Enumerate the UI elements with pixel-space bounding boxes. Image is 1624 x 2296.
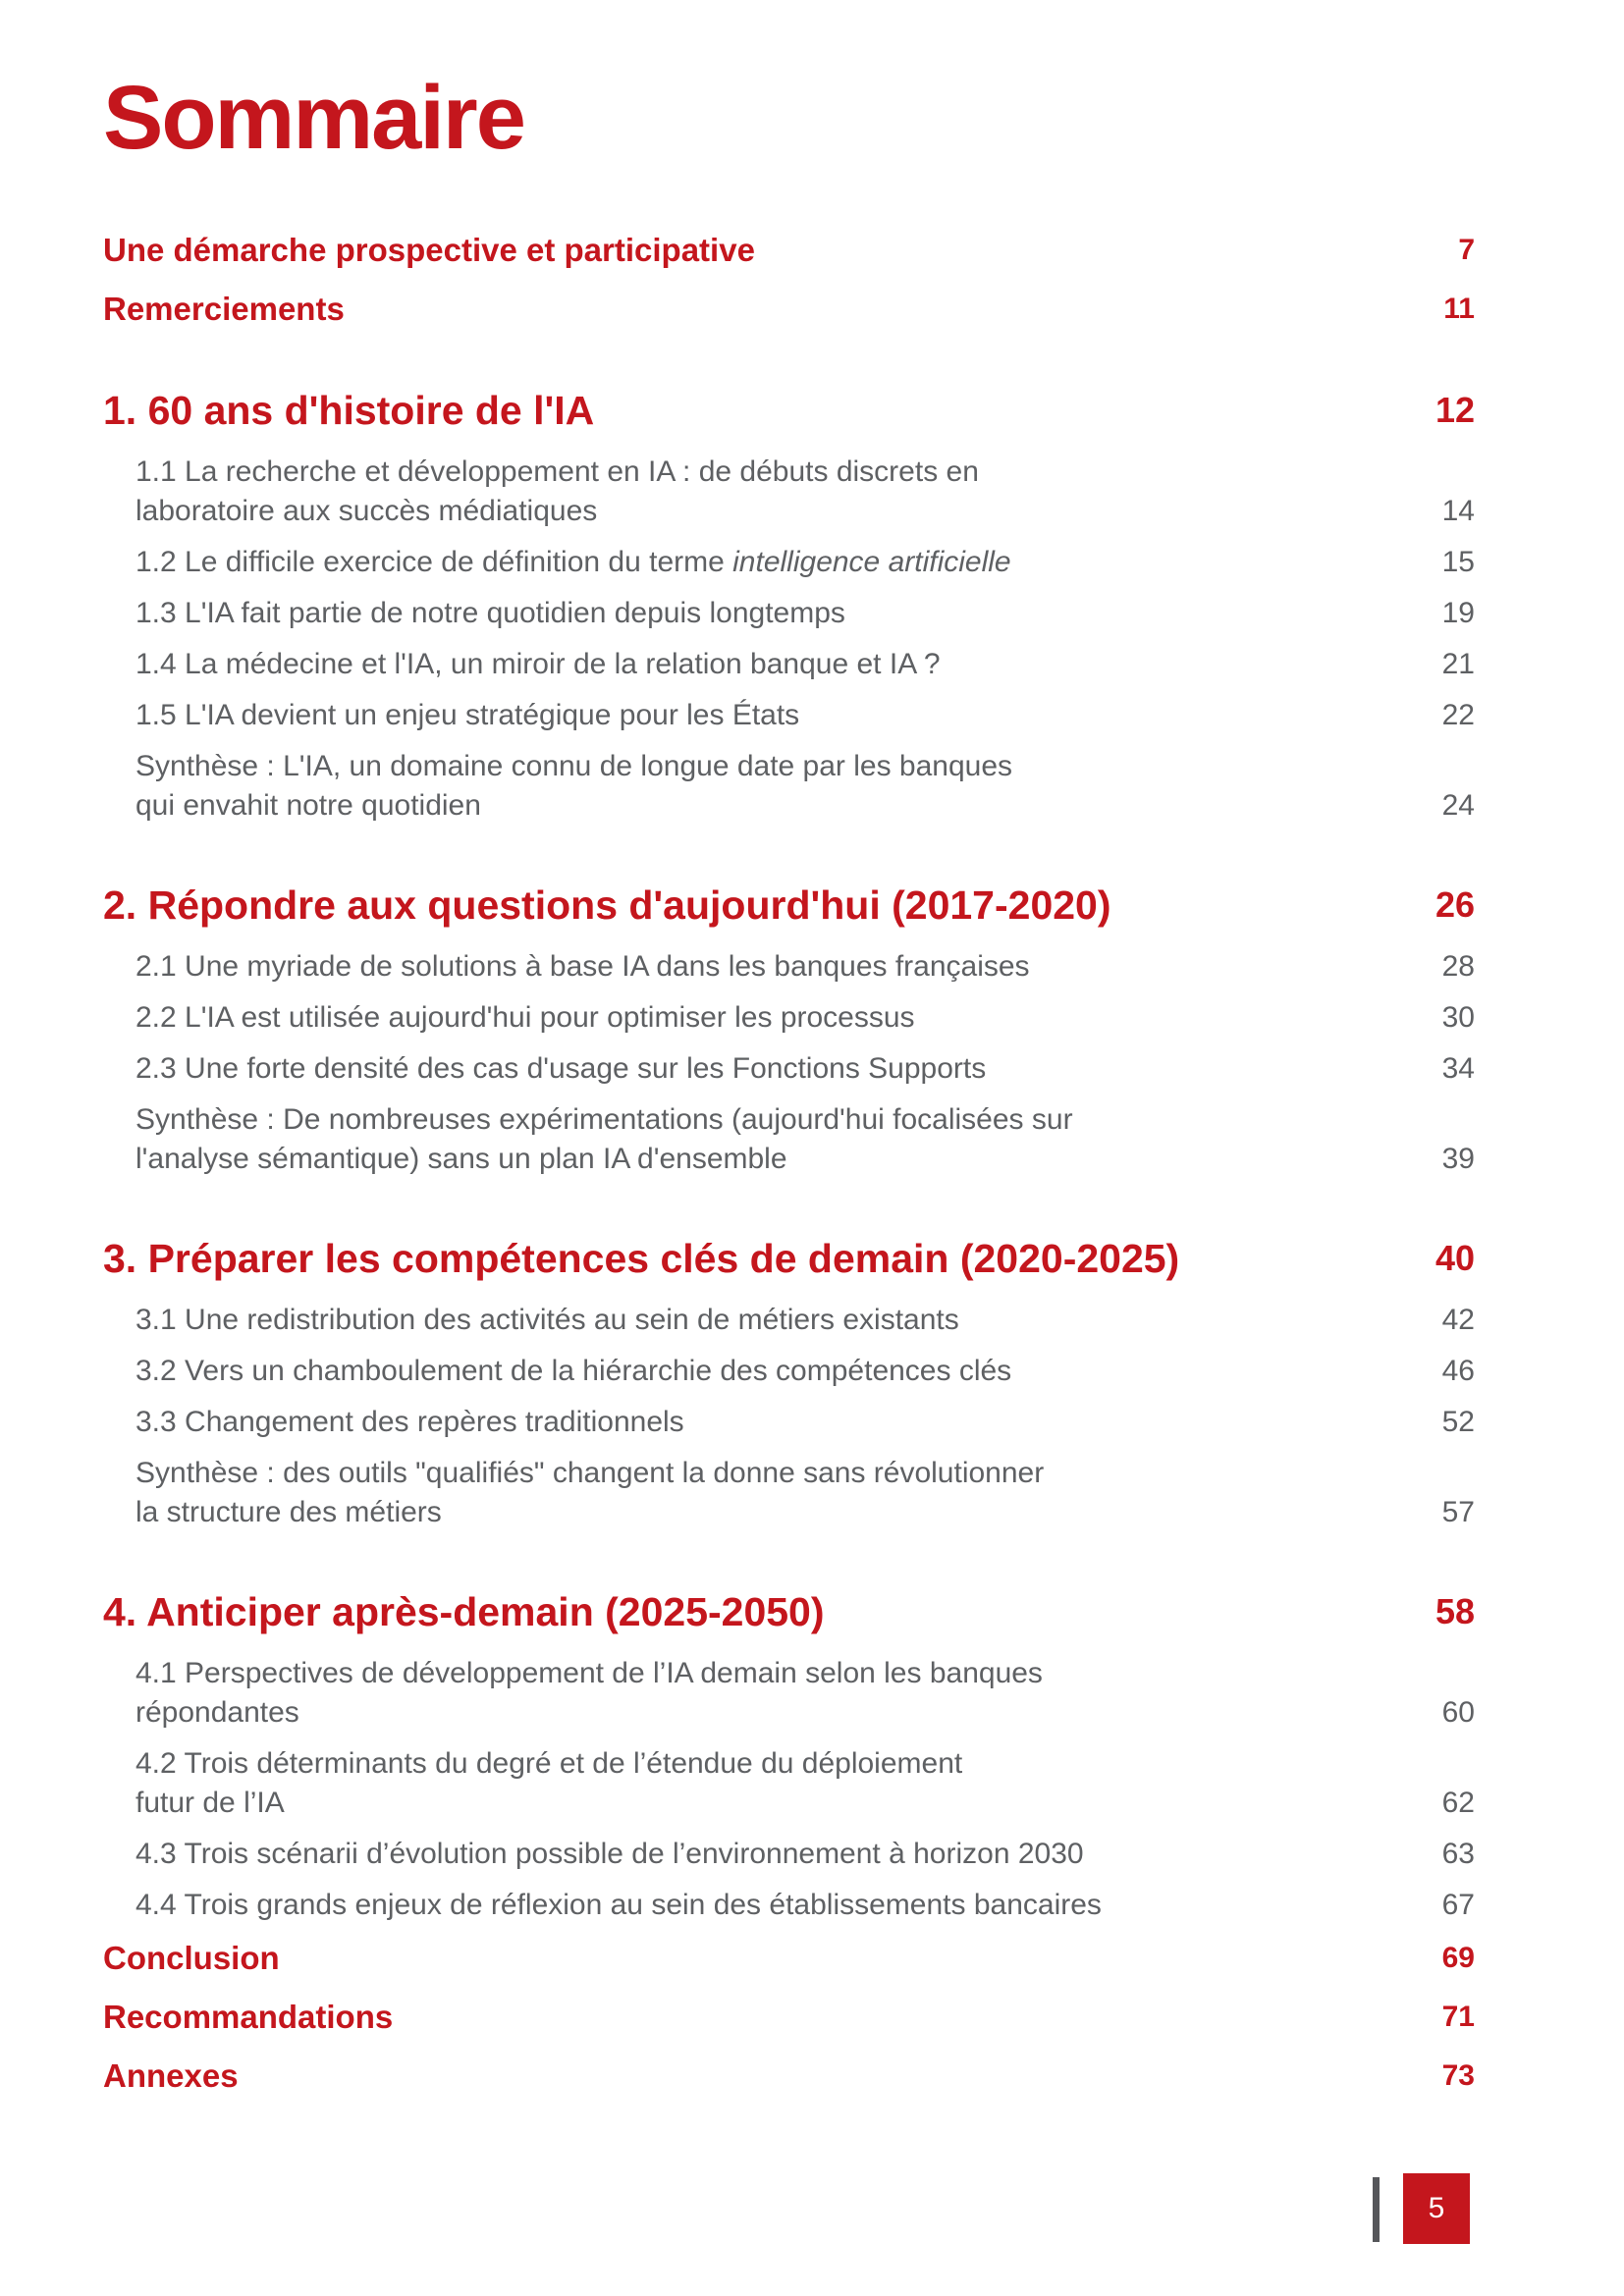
toc-entry-label [103, 1937, 1413, 1980]
toc-entry-line [135, 1835, 1413, 1874]
toc-entry [103, 543, 1475, 582]
toc-entry-label [103, 1886, 1413, 1925]
toc-entry-line [135, 1100, 1413, 1140]
toc-page-number: 14 [1441, 494, 1475, 527]
toc-text-segment: 3.2 Vers un chamboulement de la hiérarchie des compétences clés [135, 1354, 1012, 1387]
toc-page-number: 60 [1441, 1695, 1475, 1729]
toc-text-segment: 1.3 L'IA fait partie de notre quotidien depuis longtemps [135, 596, 845, 629]
toc-entry-line [103, 386, 1406, 435]
toc-page-number: 42 [1441, 1303, 1475, 1336]
toc-entry-label [103, 645, 1413, 684]
toc-entry-line [135, 1784, 1413, 1823]
toc-page-number: 7 [1458, 233, 1475, 266]
toc-entry-label [103, 1049, 1413, 1089]
toc-text-segment: 2.2 L'IA est utilisée aujourd'hui pour optimiser les processus [135, 1000, 915, 1034]
toc-entry-label [103, 1744, 1413, 1823]
page-number: 5 [1428, 2192, 1445, 2224]
toc-entry [103, 1886, 1475, 1925]
toc-entry-line [135, 1654, 1413, 1693]
toc-entry [103, 747, 1475, 826]
toc-page-number: 28 [1441, 949, 1475, 983]
toc-entry [103, 453, 1475, 531]
toc-text-segment: laboratoire aux succès médiatiques [135, 494, 598, 527]
toc-entry-label [103, 1403, 1413, 1442]
toc-entry-line [135, 492, 1413, 531]
toc-entry-label [103, 998, 1413, 1038]
toc-entry [103, 1654, 1475, 1733]
toc-text-segment: Synthèse : De nombreuses expérimentations (aujourd'hui focalisées sur [135, 1102, 1073, 1136]
toc-text-segment: Remerciements [103, 290, 345, 327]
toc-entry [103, 998, 1475, 1038]
toc-page-number: 40 [1435, 1237, 1475, 1278]
toc-entry-line [135, 594, 1413, 633]
toc-entry-line [135, 1049, 1413, 1089]
page-title: Sommaire [103, 68, 524, 168]
toc-entry-label [103, 1352, 1413, 1391]
toc-text-segment: futur de l’IA [135, 1786, 285, 1819]
toc-entry [103, 1100, 1475, 1179]
toc-entry [103, 1587, 1475, 1636]
toc-text-segment: qui envahit notre quotidien [135, 788, 481, 822]
toc-text-segment: 4.2 Trois déterminants du degré et de l’étendue du déploiement [135, 1746, 963, 1780]
toc-entry [103, 1996, 1475, 2039]
toc-page-number: 11 [1443, 292, 1475, 325]
toc-entry [103, 1352, 1475, 1391]
toc-text-segment: 3.1 Une redistribution des activités au sein de métiers existants [135, 1303, 959, 1336]
toc-entry-label [103, 453, 1413, 531]
toc-page-number: 57 [1441, 1495, 1475, 1528]
toc-entry-line [135, 1744, 1413, 1784]
toc-page-number: 63 [1441, 1837, 1475, 1870]
toc-page-number: 69 [1441, 1941, 1475, 1974]
toc-entry-label [103, 229, 1429, 272]
toc-page-number: 22 [1441, 698, 1475, 731]
toc-entry-line [135, 645, 1413, 684]
toc-entry [103, 2055, 1475, 2098]
toc-entry [103, 1454, 1475, 1532]
toc-page-number: 39 [1441, 1142, 1475, 1175]
toc-entry-line [135, 1886, 1413, 1925]
toc-entry-line [135, 1693, 1413, 1733]
toc-entry-line [103, 229, 1429, 272]
toc-text-segment: 1.2 Le difficile exercice de définition du terme [135, 545, 733, 578]
toc-text-segment: 1.5 L'IA devient un enjeu stratégique pour les États [135, 698, 800, 731]
toc-entry-line [135, 786, 1413, 826]
toc-entry-label [103, 386, 1406, 435]
toc-text-segment: la structure des métiers [135, 1495, 442, 1528]
toc-text-segment: Synthèse : L'IA, un domaine connu de longue date par les banques [135, 749, 1013, 782]
toc-page-number: 46 [1441, 1354, 1475, 1387]
toc-entry-line [135, 1352, 1413, 1391]
toc-page-number: 26 [1435, 883, 1475, 925]
toc-text-segment: 2.1 Une myriade de solutions à base IA dans les banques françaises [135, 949, 1030, 983]
toc-entry-line [103, 1996, 1413, 2039]
toc-entry-line [135, 998, 1413, 1038]
toc-entry-label [103, 1301, 1413, 1340]
toc-page-number: 67 [1441, 1888, 1475, 1921]
toc-entry-label [103, 947, 1413, 987]
page-number-badge [1403, 2173, 1470, 2244]
toc-page-number: 24 [1441, 788, 1475, 822]
toc-text-segment: 4.3 Trois scénarii d’évolution possible de l’environnement à horizon 2030 [135, 1837, 1084, 1870]
toc-text-segment: 2. Répondre aux questions d'aujourd'hui (2017-2020) [103, 881, 1111, 928]
toc-entry-line [103, 881, 1406, 930]
toc-entry-line [135, 453, 1413, 492]
toc-entry [103, 1403, 1475, 1442]
toc-entry-label [103, 1835, 1413, 1874]
toc-entry [103, 947, 1475, 987]
toc-text-segment: 3.3 Changement des repères traditionnels [135, 1405, 684, 1438]
toc-entry [103, 229, 1475, 272]
toc-text-segment: Synthèse : des outils "qualifiés" changent la donne sans révolutionner [135, 1456, 1045, 1489]
toc-entry-line [103, 1234, 1406, 1283]
toc-entry-label [103, 1454, 1413, 1532]
toc-text-segment: l'analyse sémantique) sans un plan IA d'ensemble [135, 1142, 787, 1175]
toc-entry-label [103, 1100, 1413, 1179]
toc-entry-label [103, 1996, 1413, 2039]
toc-entry [103, 1835, 1475, 1874]
toc-entry [103, 594, 1475, 633]
toc-entry-line [103, 1587, 1406, 1636]
toc-entry [103, 1744, 1475, 1823]
toc-entry-line [135, 947, 1413, 987]
toc-entry-line [135, 696, 1413, 735]
toc-entry [103, 696, 1475, 735]
toc-entry [103, 881, 1475, 930]
toc-text-segment: 3. Préparer les compétences clés de demain (2020-2025) [103, 1235, 1180, 1281]
toc-entry-line [135, 1403, 1413, 1442]
toc-page-number: 12 [1435, 389, 1475, 430]
toc-entry-line [135, 1493, 1413, 1532]
toc-text-segment: intelligence artificielle [732, 545, 1011, 578]
toc-entry-label [103, 1654, 1413, 1733]
toc-entry-line [135, 1454, 1413, 1493]
toc-page-number: 30 [1441, 1000, 1475, 1034]
toc-page-number: 34 [1441, 1051, 1475, 1085]
toc-entry [103, 1301, 1475, 1340]
toc-page-number: 71 [1441, 2000, 1475, 2033]
toc-entry-label [103, 2055, 1413, 2098]
toc-entry [103, 1937, 1475, 1980]
toc-entry-label [103, 543, 1413, 582]
toc-text-segment: 4. Anticiper après-demain (2025-2050) [103, 1588, 825, 1634]
toc-text-segment: 1.4 La médecine et l'IA, un miroir de la relation banque et IA ? [135, 647, 941, 680]
toc-entry-label [103, 881, 1406, 930]
toc-entry [103, 1049, 1475, 1089]
toc-entry [103, 386, 1475, 435]
toc-entry [103, 288, 1475, 331]
toc-entry-line [135, 1140, 1413, 1179]
toc-page-number: 58 [1435, 1590, 1475, 1631]
toc-page-number: 21 [1441, 647, 1475, 680]
toc-entry-label [103, 1587, 1406, 1636]
toc-entry-line [135, 543, 1413, 582]
toc-page-number: 73 [1441, 2058, 1475, 2092]
toc-entry-label [103, 747, 1413, 826]
toc-entry-line [135, 1301, 1413, 1340]
toc-text-segment: répondantes [135, 1695, 299, 1729]
toc-text-segment: Recommandations [103, 1998, 394, 2035]
toc-entry-line [103, 1937, 1413, 1980]
toc-text-segment: Conclusion [103, 1939, 280, 1976]
footer-divider-bar [1373, 2177, 1380, 2242]
toc-page-number: 62 [1441, 1786, 1475, 1819]
toc-text-segment: Annexes [103, 2056, 239, 2094]
toc-entry-line [135, 747, 1413, 786]
toc-page-number: 19 [1441, 596, 1475, 629]
toc-text-segment: 1.1 La recherche et développement en IA : de débuts discrets en [135, 454, 979, 488]
toc-entry-line [103, 288, 1414, 331]
toc-entry [103, 645, 1475, 684]
toc-text-segment: 1. 60 ans d'histoire de l'IA [103, 387, 595, 433]
toc-text-segment: Une démarche prospective et participative [103, 231, 755, 268]
toc-entry-label [103, 594, 1413, 633]
toc-list [103, 229, 1475, 2098]
toc-page-number: 15 [1441, 545, 1475, 578]
toc-entry [103, 1234, 1475, 1283]
toc-text-segment: 2.3 Une forte densité des cas d'usage sur les Fonctions Supports [135, 1051, 987, 1085]
toc-entry-label [103, 288, 1414, 331]
toc-text-segment: 4.1 Perspectives de développement de l’IA demain selon les banques [135, 1656, 1043, 1689]
toc-text-segment: 4.4 Trois grands enjeux de réflexion au sein des établissements bancaires [135, 1888, 1102, 1921]
toc-page-number: 52 [1441, 1405, 1475, 1438]
toc-entry-label [103, 696, 1413, 735]
toc-entry-label [103, 1234, 1406, 1283]
toc-entry-line [103, 2055, 1413, 2098]
